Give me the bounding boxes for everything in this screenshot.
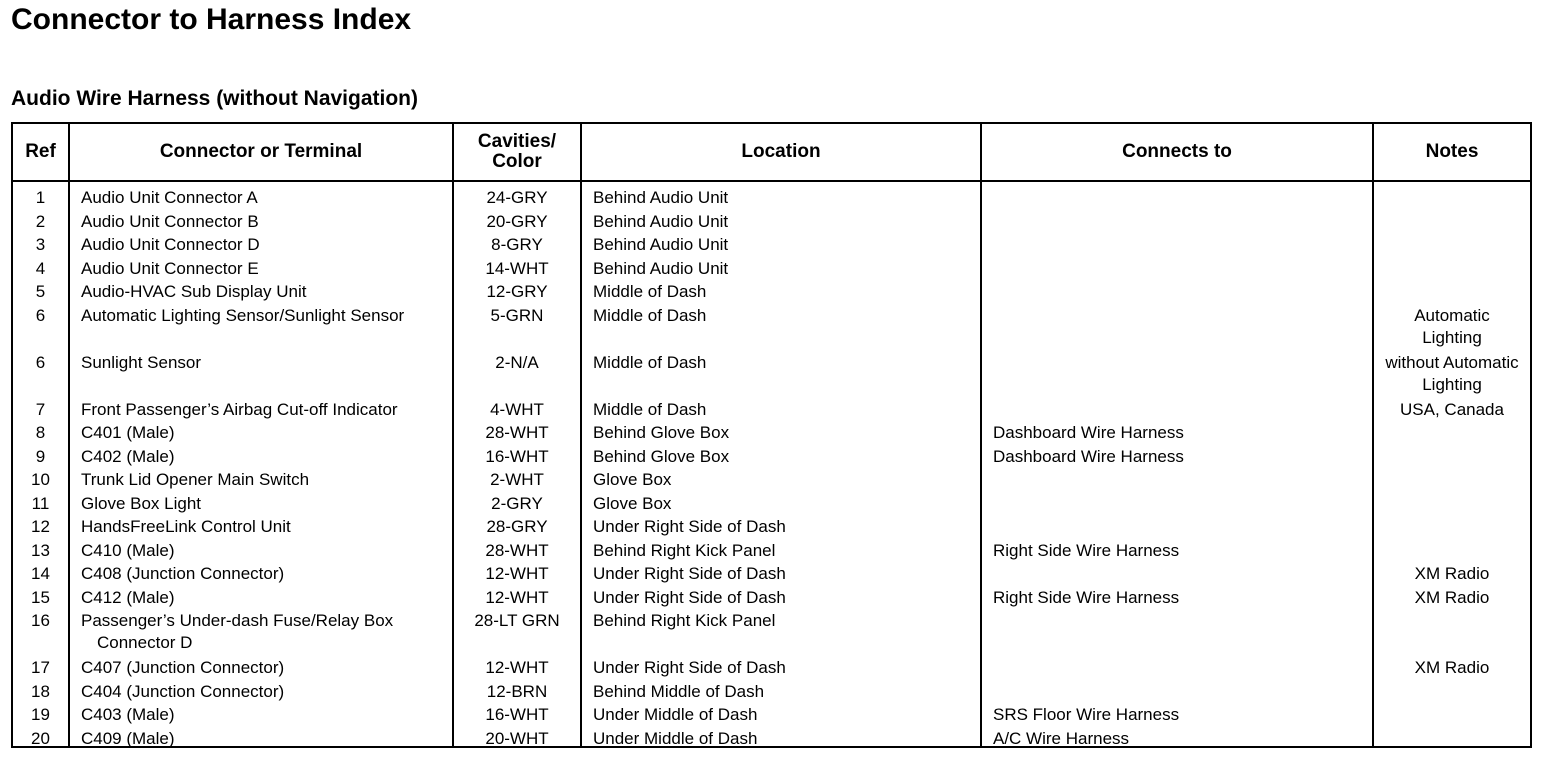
- cell-location: Behind Middle of Dash: [593, 681, 765, 701]
- cell-ref: 6: [35, 305, 46, 325]
- header-connects-to: Connects to: [1122, 141, 1232, 162]
- cell-location: Behind Glove Box: [593, 446, 730, 466]
- cell-connector: C402 (Male): [81, 446, 175, 466]
- header-cavities-line2: Color: [492, 151, 542, 172]
- cell-notes: Lighting: [1422, 374, 1482, 394]
- cell-cavities: 5-GRN: [490, 305, 544, 325]
- cell-cavities: 2-N/A: [495, 352, 539, 372]
- cell-cavities: 12-WHT: [485, 564, 549, 583]
- cell-connector: Sunlight Sensor: [81, 352, 202, 372]
- cell-connector: Audio Unit Connector E: [81, 258, 259, 278]
- header-divider: [13, 180, 1530, 182]
- cell-connector: Audio Unit Connector A: [81, 188, 258, 207]
- cell-location: Middle of Dash: [593, 352, 707, 372]
- cell-connector: Connector D: [97, 633, 193, 652]
- cell-cavities: 12-WHT: [485, 587, 549, 607]
- cell-cavities: 4-WHT: [490, 399, 544, 419]
- cell-cavities: 28-WHT: [485, 540, 549, 560]
- cell-notes: without Automatic: [1385, 352, 1519, 372]
- cell-ref: 3: [35, 235, 46, 254]
- cell-ref: 19: [31, 705, 50, 724]
- cell-cavities: 2-WHT: [490, 470, 544, 489]
- cell-connects: SRS Floor Wire Harness: [993, 705, 1180, 724]
- cell-ref: 14: [31, 564, 50, 583]
- cell-connects: Right Side Wire Harness: [993, 540, 1180, 560]
- cell-notes: XM Radio: [1414, 587, 1490, 607]
- header-cavities-line1: Cavities/: [477, 131, 557, 152]
- cell-connector: C408 (Junction Connector): [81, 564, 285, 583]
- cell-location: Glove Box: [593, 493, 672, 513]
- cell-location: Under Right Side of Dash: [593, 564, 786, 583]
- cell-connector: C403 (Male): [81, 705, 175, 724]
- cell-connector: Audio Unit Connector B: [81, 211, 259, 231]
- column-divider: [980, 124, 982, 746]
- cell-location: Under Middle of Dash: [593, 705, 758, 724]
- cell-connects: A/C Wire Harness: [993, 728, 1130, 748]
- column-divider: [1372, 124, 1374, 746]
- cell-ref: 7: [35, 399, 46, 419]
- cell-connector: Front Passenger’s Airbag Cut-off Indicator: [81, 399, 398, 419]
- cell-ref: 6: [35, 352, 46, 372]
- cell-connects: Dashboard Wire Harness: [993, 423, 1184, 442]
- cell-cavities: 12-GRY: [486, 282, 548, 301]
- cell-location: Behind Audio Unit: [593, 258, 729, 278]
- cell-ref: 5: [35, 282, 46, 301]
- cell-ref: 13: [31, 540, 50, 560]
- header-connector: Connector or Terminal: [159, 141, 363, 162]
- cell-location: Middle of Dash: [593, 305, 707, 325]
- cell-location: Middle of Dash: [593, 282, 707, 301]
- cell-location: Glove Box: [593, 470, 672, 489]
- cell-location: Middle of Dash: [593, 399, 707, 419]
- cell-connector: HandsFreeLink Control Unit: [81, 517, 291, 536]
- cell-connector: Passenger’s Under-dash Fuse/Relay Box: [81, 611, 394, 630]
- cell-cavities: 2-GRY: [491, 493, 543, 513]
- cell-cavities: 16-WHT: [485, 446, 549, 466]
- cell-notes: XM Radio: [1414, 564, 1490, 583]
- header-ref: Ref: [25, 141, 56, 162]
- cell-connector: Automatic Lighting Sensor/Sunlight Sensor: [81, 305, 405, 325]
- header-notes: Notes: [1425, 141, 1479, 162]
- connector-table: [11, 122, 1532, 748]
- cell-cavities: 28-LT GRN: [474, 611, 560, 630]
- cell-location: Under Right Side of Dash: [593, 587, 786, 607]
- cell-connector: C410 (Male): [81, 540, 175, 560]
- cell-connector: Glove Box Light: [81, 493, 202, 513]
- cell-ref: 18: [31, 681, 50, 701]
- cell-connects: Right Side Wire Harness: [993, 587, 1180, 607]
- cell-cavities: 12-WHT: [485, 658, 549, 677]
- cell-ref: 4: [35, 258, 46, 278]
- cell-location: Behind Right Kick Panel: [593, 540, 776, 560]
- cell-ref: 10: [31, 470, 50, 489]
- cell-location: Behind Glove Box: [593, 423, 730, 442]
- cell-location: Under Right Side of Dash: [593, 517, 786, 536]
- cell-ref: 8: [35, 423, 46, 442]
- cell-cavities: 8-GRY: [491, 235, 543, 254]
- cell-connector: Trunk Lid Opener Main Switch: [81, 470, 310, 489]
- cell-connects: Dashboard Wire Harness: [993, 446, 1184, 466]
- cell-location: Under Middle of Dash: [593, 728, 758, 748]
- cell-ref: 15: [31, 587, 50, 607]
- column-divider: [580, 124, 582, 746]
- cell-connector: C409 (Male): [81, 728, 175, 748]
- section-title: Audio Wire Harness (without Navigation): [11, 87, 418, 110]
- cell-cavities: 28-WHT: [485, 423, 549, 442]
- cell-ref: 20: [31, 728, 50, 748]
- cell-connector: Audio Unit Connector D: [81, 235, 260, 254]
- cell-ref: 12: [31, 517, 50, 536]
- cell-notes: XM Radio: [1414, 658, 1490, 677]
- cell-ref: 16: [31, 611, 50, 630]
- cell-connector: C404 (Junction Connector): [81, 681, 285, 701]
- cell-connector: C401 (Male): [81, 423, 175, 442]
- cell-location: Behind Right Kick Panel: [593, 611, 776, 630]
- header-location: Location: [741, 141, 821, 162]
- cell-cavities: 28-GRY: [486, 517, 548, 536]
- cell-ref: 11: [31, 493, 50, 513]
- cell-notes: Lighting: [1422, 327, 1482, 347]
- cell-notes: USA, Canada: [1400, 399, 1504, 419]
- cell-ref: 2: [35, 211, 46, 231]
- column-divider: [68, 124, 70, 746]
- cell-connector: C412 (Male): [81, 587, 175, 607]
- cell-ref: 9: [35, 446, 46, 466]
- cell-cavities: 14-WHT: [485, 258, 549, 278]
- cell-cavities: 20-GRY: [486, 211, 548, 231]
- cell-location: Behind Audio Unit: [593, 235, 729, 254]
- cell-location: Under Right Side of Dash: [593, 658, 786, 677]
- cell-cavities: 24-GRY: [486, 188, 548, 207]
- page-title: Connector to Harness Index: [11, 3, 412, 36]
- cell-cavities: 20-WHT: [485, 728, 549, 748]
- cell-location: Behind Audio Unit: [593, 211, 729, 231]
- cell-location: Behind Audio Unit: [593, 188, 729, 207]
- cell-connector: Audio-HVAC Sub Display Unit: [81, 282, 307, 301]
- cell-ref: 1: [35, 188, 46, 207]
- cell-cavities: 16-WHT: [485, 705, 549, 724]
- cell-ref: 17: [31, 658, 50, 677]
- header-cavities: [454, 124, 580, 180]
- cell-notes: Automatic: [1414, 305, 1490, 325]
- cell-connector: C407 (Junction Connector): [81, 658, 285, 677]
- cell-cavities: 12-BRN: [486, 681, 548, 701]
